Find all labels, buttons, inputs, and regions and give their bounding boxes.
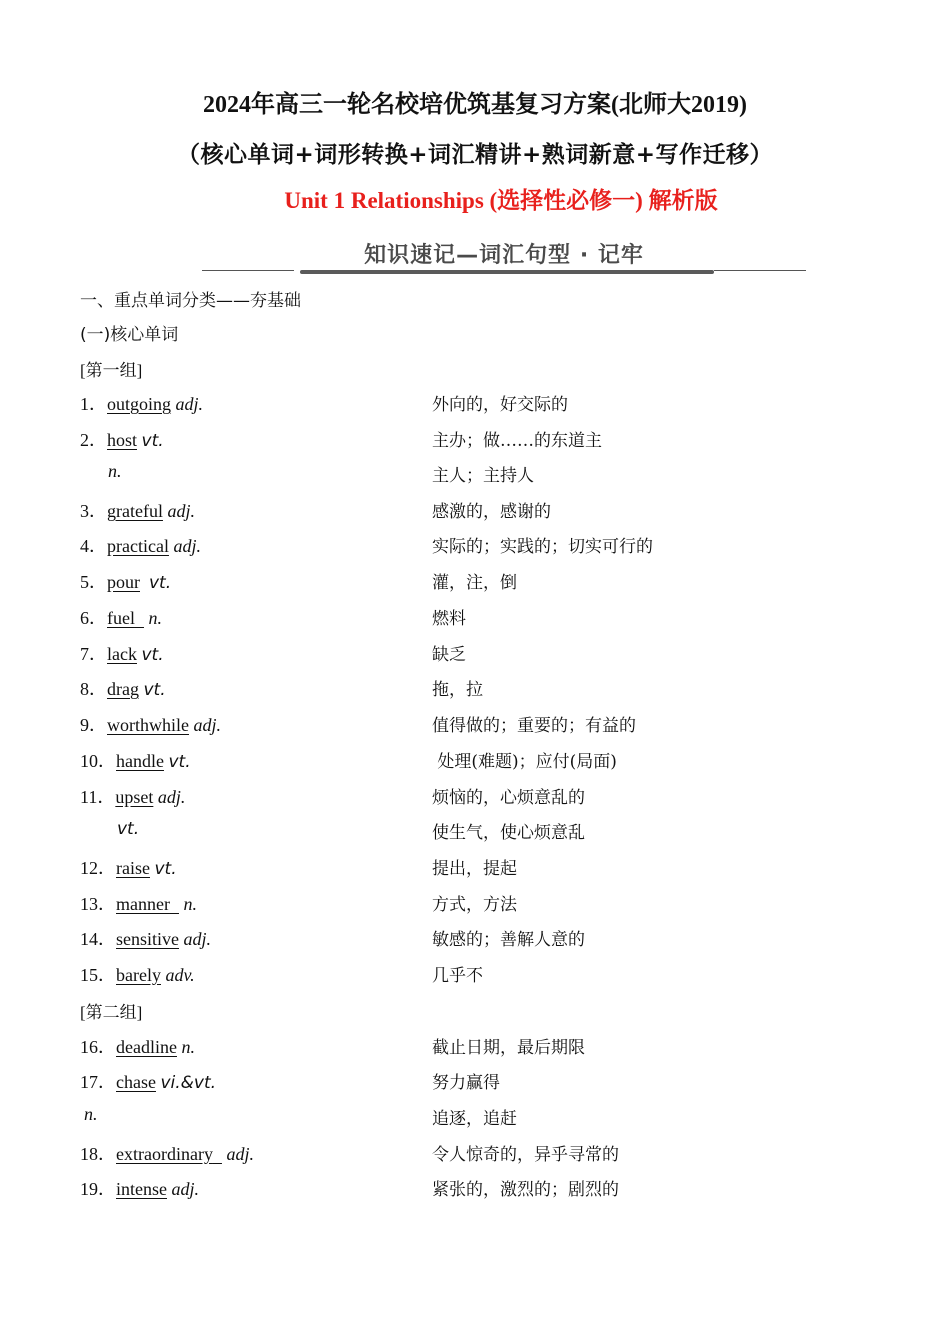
subsection-heading: (一)核心单词 bbox=[80, 325, 179, 345]
entry-pos: n. bbox=[181, 1037, 195, 1057]
entry-pos: adv. bbox=[165, 965, 195, 985]
vocab-entry bbox=[0, 675, 950, 705]
entry-number: 4． bbox=[80, 536, 107, 556]
vocab-entry bbox=[0, 1140, 950, 1170]
entry-pos: n. bbox=[84, 1104, 98, 1124]
vocab-entry bbox=[0, 1033, 950, 1063]
vocab-entry bbox=[0, 497, 950, 527]
entry-meaning: 紧张的，激烈的；剧烈的 bbox=[432, 1180, 619, 1200]
entry-meaning: 提出，提起 bbox=[432, 859, 517, 879]
entry-number: 16． bbox=[80, 1037, 116, 1057]
entry-pos: n. bbox=[148, 608, 162, 628]
entry-meaning: 令人惊奇的，异乎寻常的 bbox=[432, 1145, 619, 1165]
vocab-entry bbox=[0, 640, 950, 670]
vocab-entry bbox=[0, 818, 950, 848]
entry-number: 11． bbox=[80, 787, 116, 807]
banner-bar bbox=[300, 270, 714, 274]
entry-meaning: 燃料 bbox=[432, 609, 466, 629]
entry-pos: adj. bbox=[157, 787, 186, 807]
entry-word: raise bbox=[116, 858, 150, 878]
entry-meaning: 几乎不 bbox=[432, 966, 483, 986]
entry-number: 9． bbox=[80, 715, 107, 735]
entry-word: lack bbox=[107, 644, 137, 664]
entry-word: chase bbox=[116, 1072, 156, 1092]
entry-pos: vt. bbox=[117, 819, 140, 839]
vocab-entry bbox=[0, 711, 950, 741]
entry-number: 17． bbox=[80, 1072, 116, 1092]
entry-number: 2． bbox=[80, 430, 107, 450]
section-heading: 一、重点单词分类——夯基础 bbox=[80, 291, 301, 311]
entry-meaning: 拖，拉 bbox=[432, 680, 483, 700]
vocab-entry bbox=[0, 1104, 950, 1134]
entry-number: 18． bbox=[80, 1144, 116, 1164]
entry-number: 10． bbox=[80, 751, 116, 771]
entry-pos: n. bbox=[183, 894, 197, 914]
entry-word: handle bbox=[116, 751, 164, 771]
vocab-entry bbox=[0, 568, 950, 598]
entry-meaning: 实际的；实践的；切实可行的 bbox=[432, 537, 653, 557]
entry-word: upset bbox=[115, 787, 154, 807]
document-subtitle: （核心单词+词形转换+词汇精讲+熟词新意+写作迁移） bbox=[176, 142, 774, 168]
entry-meaning: 外向的，好交际的 bbox=[432, 395, 568, 415]
entry-pos: vt. bbox=[143, 680, 166, 700]
vocab-entry bbox=[0, 854, 950, 884]
entry-pos: vt. bbox=[168, 752, 191, 772]
entry-meaning: 方式，方法 bbox=[432, 895, 517, 915]
entry-word: pour bbox=[107, 572, 140, 592]
entry-number: 12． bbox=[80, 858, 116, 878]
banner-rule-right bbox=[714, 270, 806, 271]
entry-word: sensitive bbox=[116, 929, 179, 949]
entry-number: 14． bbox=[80, 929, 116, 949]
entry-number: 3． bbox=[80, 501, 107, 521]
entry-meaning: 缺乏 bbox=[432, 645, 466, 665]
entry-meaning: 敏感的；善解人意的 bbox=[432, 930, 585, 950]
entry-word: manner bbox=[116, 894, 170, 914]
entry-word: outgoing bbox=[107, 394, 172, 414]
entry-pos: adj. bbox=[167, 501, 195, 521]
vocab-entry bbox=[0, 783, 950, 813]
entry-meaning: 截止日期，最后期限 bbox=[432, 1038, 585, 1058]
entry-pos: vt. bbox=[141, 431, 164, 451]
vocab-entry bbox=[0, 604, 950, 634]
entry-number: 15． bbox=[80, 965, 116, 985]
entry-word: drag bbox=[107, 679, 139, 699]
vocab-entry bbox=[0, 747, 950, 777]
vocab-entry bbox=[0, 1175, 950, 1205]
entry-word: extraordinary bbox=[116, 1144, 213, 1164]
group-label-2: [第二组] bbox=[80, 1003, 143, 1022]
entry-word: worthwhile bbox=[107, 715, 189, 735]
entry-number: 19． bbox=[80, 1179, 116, 1199]
entry-number: 1． bbox=[80, 394, 107, 414]
group-label-1: [第一组] bbox=[80, 361, 143, 380]
entry-meaning: 灌，注，倒 bbox=[432, 573, 517, 593]
entry-meaning: 追逐，追赶 bbox=[432, 1109, 517, 1129]
vocab-entry bbox=[0, 390, 950, 420]
entry-meaning: 值得做的；重要的；有益的 bbox=[432, 716, 636, 736]
vocab-entry bbox=[0, 461, 950, 491]
entry-pos: adj. bbox=[183, 929, 212, 949]
vocab-entry bbox=[0, 532, 950, 562]
unit-title: Unit 1 Relationships (选择性必修一) 解析版 bbox=[284, 188, 718, 213]
vocab-entry bbox=[0, 426, 950, 456]
entry-word: fuel bbox=[107, 608, 135, 628]
entry-pos: adj. bbox=[226, 1144, 254, 1164]
entry-meaning: 主办；做……的东道主 bbox=[432, 431, 602, 451]
entry-pos: adj. bbox=[171, 1179, 200, 1199]
entry-word: host bbox=[107, 430, 138, 450]
vocab-entry bbox=[0, 1068, 950, 1098]
entry-word: practical bbox=[107, 536, 169, 556]
entry-meaning: 努力赢得 bbox=[432, 1073, 500, 1093]
entry-number: 5． bbox=[80, 572, 107, 592]
vocab-entry bbox=[0, 925, 950, 955]
entry-pos: vt. bbox=[154, 859, 177, 879]
entry-meaning: 感激的，感谢的 bbox=[432, 502, 551, 522]
banner-rule-left bbox=[202, 270, 294, 271]
entry-number: 7． bbox=[80, 644, 107, 664]
entry-number: 8． bbox=[80, 679, 107, 699]
entry-pos: adj. bbox=[193, 715, 221, 735]
entry-number: 6． bbox=[80, 608, 107, 628]
entry-word: grateful bbox=[107, 501, 163, 521]
entry-pos: vt. bbox=[149, 573, 172, 593]
entry-pos: vi.&vt. bbox=[160, 1073, 217, 1093]
entry-meaning: 处理(难题)；应付(局面) bbox=[432, 752, 617, 772]
entry-pos: adj. bbox=[173, 536, 201, 556]
entry-pos: n. bbox=[108, 461, 122, 481]
entry-pos: adj. bbox=[175, 394, 204, 414]
entry-pos: vt. bbox=[141, 645, 164, 665]
entry-number: 13． bbox=[80, 894, 116, 914]
entry-meaning: 使生气，使心烦意乱 bbox=[432, 823, 585, 843]
vocab-entry bbox=[0, 890, 950, 920]
entry-word: barely bbox=[116, 965, 161, 985]
entry-meaning: 主人；主持人 bbox=[432, 466, 534, 486]
section-banner bbox=[202, 236, 806, 280]
document-title: 2024年高三一轮名校培优筑基复习方案(北师大2019) bbox=[203, 92, 747, 118]
banner-text: 知识速记—词汇句型 · 记牢 bbox=[364, 243, 644, 268]
entry-meaning: 烦恼的，心烦意乱的 bbox=[432, 788, 585, 808]
vocab-entry bbox=[0, 961, 950, 991]
entry-word: deadline bbox=[116, 1037, 177, 1057]
entry-word: intense bbox=[116, 1179, 167, 1199]
